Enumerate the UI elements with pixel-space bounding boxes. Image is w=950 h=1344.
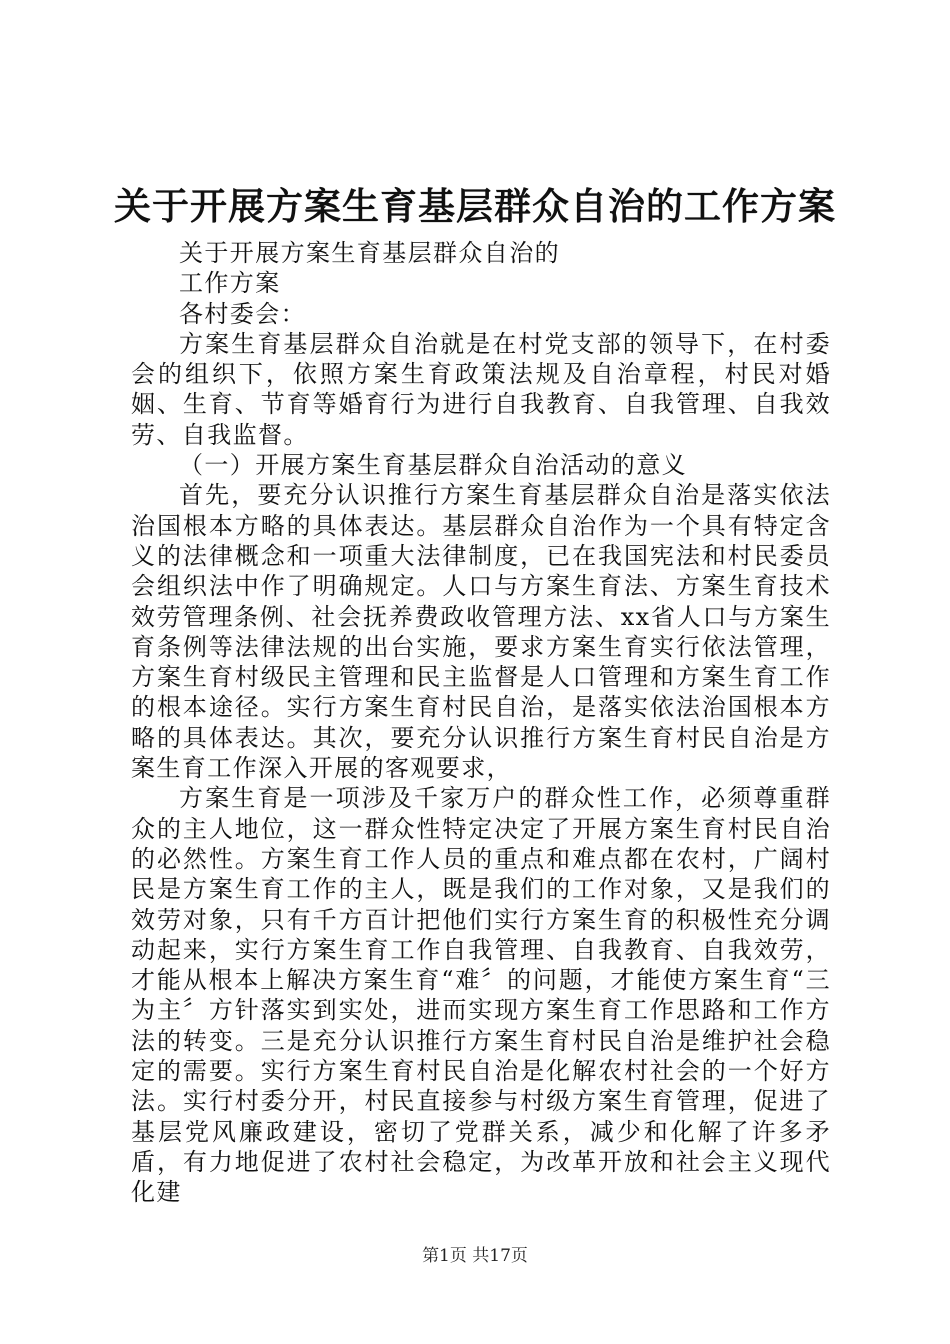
- document-body: [131, 238, 831, 1208]
- salutation: 各村委会：: [179, 299, 306, 328]
- subtitle-line-2: 工作方案: [179, 269, 281, 298]
- paragraph-significance: 首先，要充分认识推行方案生育基层群众自治是落实依法治国根本方略的具体表达。基层群众自治作为一个具有特定含义的法律概念和一项重大法律制度，已在我国宪法和村民委员会组织法中作了明确规定。人口与方案生育法、方案生育技术效劳管理条例、社会抚养费政收管理方法、xx省人口与方案生育条例等法律法规的出台实施，要求方案生育实行依法管理，方案生育村级民主管理和民主监督是人口管理和方案生育工作的根本途径。实行方案生育村民自治，是落实依法治国根本方略的具体表达。其次，要充分认识推行方案生育村民自治是方案生育工作深入开展的客观要求，: [131, 481, 831, 783]
- page-footer: 第1页 共17页: [422, 1246, 528, 1266]
- paragraph-masswork: 方案生育是一项涉及千家万户的群众性工作，必须尊重群众的主人地位，这一群众性特定决定了开展方案生育村民自治的必然性。方案生育工作人员的重点和难点都在农村，广阔村民是方案生育工作的主人，既是我们的工作对象，又是我们的效劳对象，只有千方百计把他们实行方案生育的积极性充分调动起来，实行方案生育工作自我管理、自我教育、自我效劳，才能从根本上解决方案生育“难〞的问题，才能使方案生育“三为主〞方针落实到实处，进而实现方案生育工作思路和工作方法的转变。三是充分认识推行方案生育村民自治是维护社会稳定的需要。实行方案生育村民自治是化解农村社会的一个好方法。实行村委分开，村民直接参与村级方案生育管理，促进了基层党风廉政建设，密切了党群关系，减少和化解了许多矛盾，有力地促进了农村社会稳定，为改革开放和社会主义现代化建: [131, 784, 831, 1207]
- section-heading-1: （一）开展方案生育基层群众自治活动的意义: [179, 451, 687, 480]
- document-title: 关于开展方案生育基层群众自治的工作方案: [114, 185, 836, 228]
- subtitle-line-1: 关于开展方案生育基层群众自治的: [179, 239, 560, 267]
- paragraph-intro: 方案生育基层群众自治就是在村党支部的领导下，在村委会的组织下，依照方案生育政策法规及自治章程，村民对婚姻、生育、节育等婚育行为进行自我教育、自我管理、自我效劳、自我监督。: [131, 329, 831, 449]
